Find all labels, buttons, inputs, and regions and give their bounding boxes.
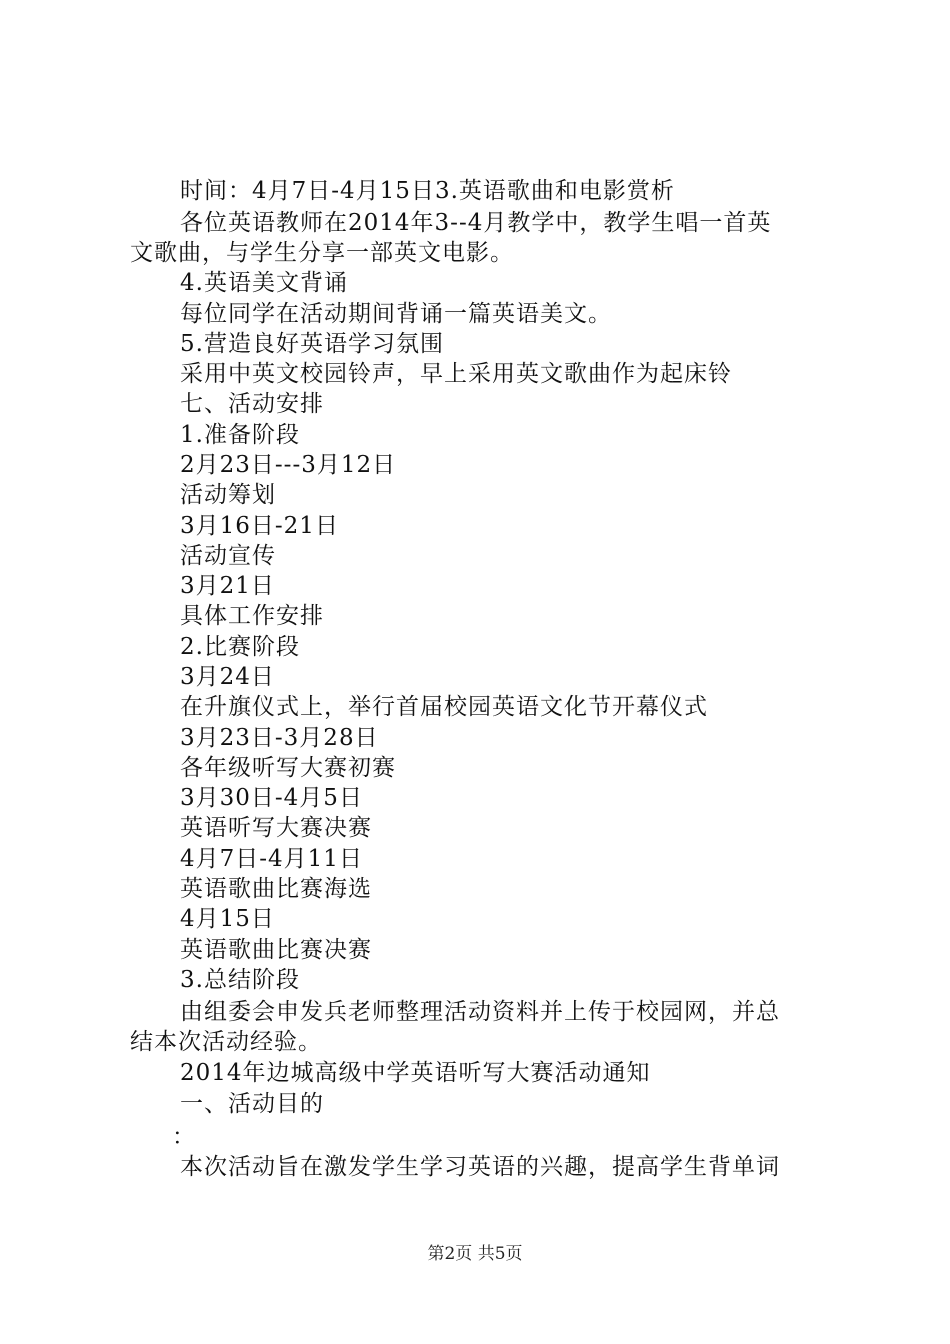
text-line: 每位同学在活动期间背诵一篇英语美文。 [180,301,612,327]
text-line: 2月23日---3月12日 [180,452,397,478]
text-line: 3月21日 [180,573,275,599]
text-line: 英语歌曲比赛海选 [180,876,372,902]
text-line: 结本次活动经验。 [130,1029,322,1055]
text-line: 2.比赛阶段 [180,634,300,660]
text-line: 由组委会申发兵老师整理活动资料并上传于校园网，并总 [180,999,780,1025]
text-line: 文歌曲，与学生分享一部英文电影。 [130,240,514,266]
text-line: 3月30日-4月5日 [180,785,363,811]
text-line: 3.总结阶段 [180,967,300,993]
text-line: 具体工作安排 [180,603,324,629]
text-line: 各年级听写大赛初赛 [180,755,396,781]
text-line: 4.英语美文背诵 [180,270,348,296]
text-line: 在升旗仪式上，举行首届校园英语文化节开幕仪式 [180,694,708,720]
section-heading: 一、活动目的 [180,1091,324,1117]
text-line: 活动宣传 [180,543,276,569]
text-line: 各位英语教师在2014年3--4月教学中，教学生唱一首英 [180,210,772,236]
section-heading: 七、活动安排 [180,391,324,417]
text-line: 5.营造良好英语学习氛围 [180,331,444,357]
text-line: 采用中英文校园铃声，早上采用英文歌曲作为起床铃 [180,361,732,387]
text-line: 4月15日 [180,906,275,932]
text-line: 3月16日-21日 [180,513,339,539]
document-title: 2014年边城高级中学英语听写大赛活动通知 [180,1060,651,1086]
text-line: 本次活动旨在激发学生学习英语的兴趣，提高学生背单词 [180,1154,780,1180]
text-line: ： [172,1124,196,1150]
text-line: 4月7日-4月11日 [180,846,363,872]
text-line: 3月23日-3月28日 [180,725,379,751]
text-line: 活动筹划 [180,482,276,508]
text-line: 3月24日 [180,664,275,690]
text-line: 1.准备阶段 [180,422,300,448]
text-line: 时间：4月7日-4月15日3.英语歌曲和电影赏析 [180,178,675,204]
text-line: 英语听写大赛决赛 [180,815,372,841]
text-line: 英语歌曲比赛决赛 [180,937,372,963]
page-number-footer: 第2页 共5页 [427,1244,523,1264]
